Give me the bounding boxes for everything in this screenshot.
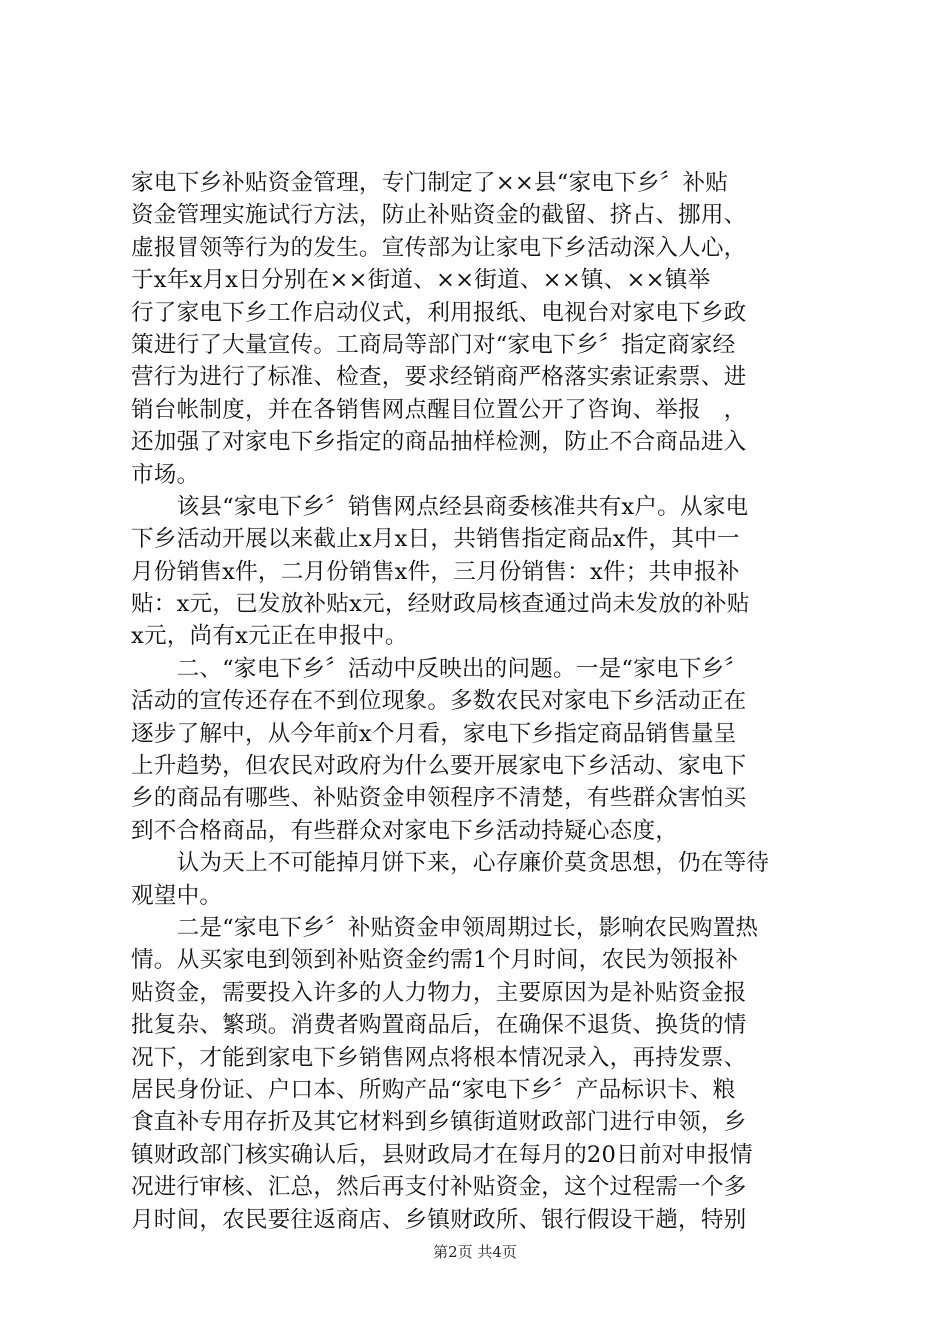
- text-line: 贴资金，需要投入许多的人力物力，主要原因为是补贴资金报: [131, 979, 747, 1006]
- text-line: 销台帐制度，并在各销售网点醒目位置公开了咨询、举报 ，: [131, 396, 747, 423]
- text-line: 到不合格商品，有些群众对家电下乡活动持疑心态度，: [131, 817, 679, 844]
- text-line: 认为天上不可能掉月饼下来，心存廉价莫贪思想，仍在等待: [131, 850, 770, 877]
- text-line: 二是“家电下乡〞补贴资金申领周期过长，影响农民购置热: [131, 914, 759, 941]
- text-line: 贴：x元，已发放补贴x元，经财政局核查通过尚未发放的补贴: [131, 591, 750, 618]
- text-line: 观望中。: [131, 882, 223, 909]
- text-line: 月时间，农民要往返商店、乡镇财政所、银行假设干趟，特别: [131, 1206, 747, 1233]
- page-footer: 第2页 共4页: [433, 1243, 517, 1261]
- text-line: 家电下乡补贴资金管理，专门制定了××县“家电下乡〞补贴: [131, 170, 729, 196]
- text-line: 月份销售x件，二月份销售x件，三月份销售：x件；共申报补: [131, 558, 740, 585]
- text-line: 逐步了解中，从今年前x个月看，家电下乡指定商品销售量呈: [131, 720, 737, 747]
- text-line: 况下，才能到家电下乡销售网点将根本情况录入，再持发票、: [131, 1044, 747, 1071]
- text-line: 上升趋势，但农民对政府为什么要开展家电下乡活动、家电下: [131, 753, 747, 780]
- text-line: 行了家电下乡工作启动仪式，利用报纸、电视台对家电下乡政: [131, 299, 747, 326]
- text-line: x元，尚有x元正在申报中。: [131, 623, 408, 650]
- text-line: 于x年x月x日分别在××街道、××街道、××镇、××镇举: [131, 267, 711, 294]
- text-line: 居民身份证、户口本、所购产品“家电下乡〞产品标识卡、粮: [131, 1076, 736, 1103]
- text-line: 批复杂、繁琐。消费者购置商品后，在确保不退货、换货的情: [131, 1012, 747, 1039]
- text-line: 营行为进行了标准、检查，要求经销商严格落实索证索票、进: [131, 364, 747, 391]
- text-line: 资金管理实施试行方法，防止补贴资金的截留、挤占、挪用、: [131, 202, 747, 229]
- text-line: 二、“家电下乡〞活动中反映出的问题。一是“家电下乡〞: [131, 655, 748, 682]
- text-line: 镇财政部门核实确认后，县财政局才在每月的20日前对申报情: [131, 1141, 753, 1168]
- text-line: 情。从买家电到领到补贴资金约需1个月时间，农民为领报补: [131, 947, 739, 974]
- document-body: [131, 167, 831, 1236]
- text-line: 市场。: [131, 461, 200, 488]
- text-line: 食直补专用存折及其它材料到乡镇街道财政部门进行申领，乡: [131, 1109, 747, 1136]
- text-line: 虚报冒领等行为的发生。宣传部为让家电下乡活动深入人心，: [131, 234, 747, 261]
- text-line: 乡的商品有哪些、补贴资金申领程序不清楚，有些群众害怕买: [131, 785, 747, 812]
- text-line: 策进行了大量宣传。工商局等部门对“家电下乡〞指定商家经: [131, 331, 736, 358]
- text-line: 下乡活动开展以来截止x月x日，共销售指定商品x件，其中一: [131, 526, 740, 553]
- text-line: 还加强了对家电下乡指定的商品抽样检测，防止不合商品进入: [131, 429, 747, 456]
- text-line: 活动的宣传还存在不到位现象。多数农民对家电下乡活动正在: [131, 688, 747, 715]
- text-line: 况进行审核、汇总，然后再支付补贴资金，这个过程需一个多: [131, 1174, 747, 1201]
- text-line: 该县“家电下乡〞销售网点经县商委核准共有x户。从家电: [131, 493, 749, 520]
